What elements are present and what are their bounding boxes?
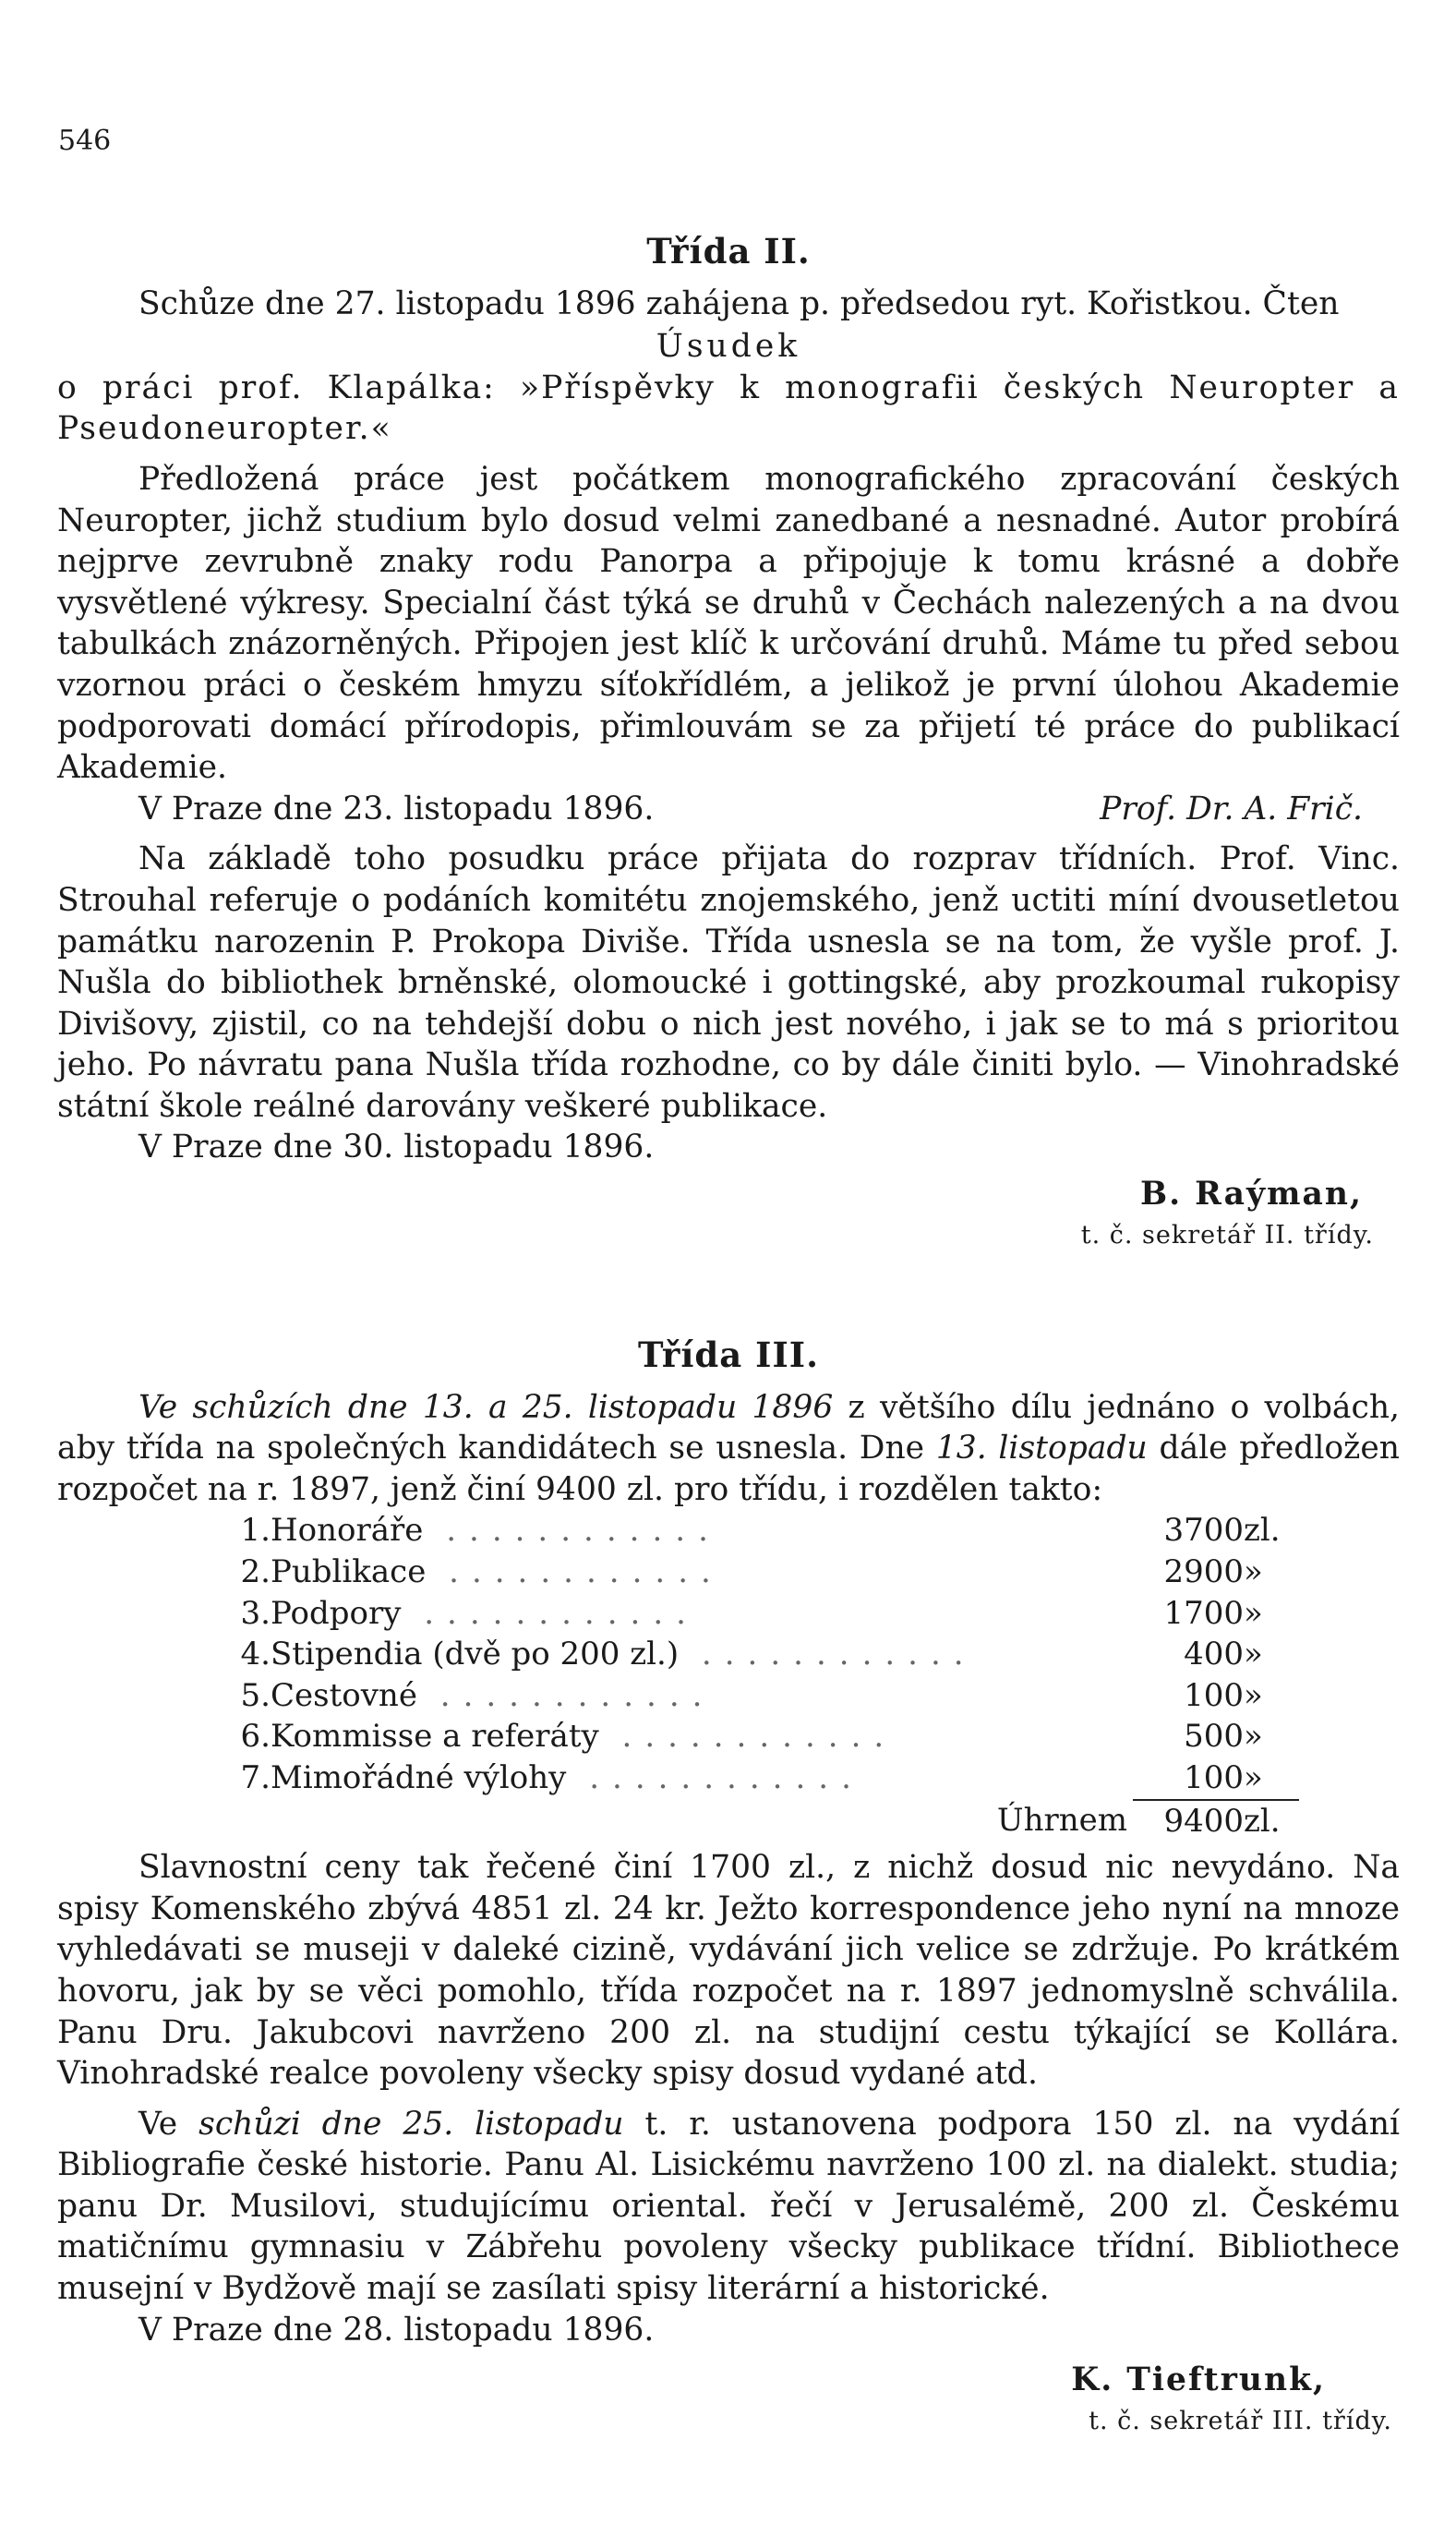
class-two-section xyxy=(57,231,1400,1256)
budget-row-number: 4. xyxy=(240,1636,271,1673)
budget-row xyxy=(237,1675,1299,1717)
budget-row-unit: » xyxy=(1244,1718,1263,1756)
para3-text: t. r. ustanovena podpora 150 zl. na vydání Bibliografie české historie. Panu Al. Lisickému navrženo 100 zl. na dialekt. studia; panu Dr. Musilovi, studujícímu oriental. řečí v Jerusalémě, 200 zl. Českému matičnímu gymnasiu v Zábřehu povoleny všecky publikace třídní. Bibliothece musejní v Bydžově mají se zasílati spisy literární a historické. xyxy=(57,2105,1401,2308)
budget-row-amount: 1700 xyxy=(1163,1594,1244,1632)
class-three-paragraph-2: Slavnostní ceny tak řečené činí 1700 zl., z nichž dosud nic nevydáno. Na spisy Komenského zbývá 4851 zl. 24 kr. Ježto korrespondence jeho nyní na mnoze vyhledávati se museji v daleké cizině, vydávání jich velice se zdržuje. Po krátkém hovoru, jak by se věci pomohlo, třída rozpočet na r. 1897 jednomyslně schválila. Panu Dru. Jakubcovi navrženo 200 zl. na studijní cestu týkající se Kollára. Vinohradské realce povoleny všecky spisy dosud vydané atd. xyxy=(57,1849,1400,2093)
budget-total-label: Úhrnem xyxy=(996,1802,1127,1840)
budget-row-label: Cestovné ............ xyxy=(271,1676,716,1714)
budget-row-amount: 3700 xyxy=(1163,1512,1244,1550)
class-three-intro-italic: Ve schůzích dne 13. a 25. listopadu 1896 xyxy=(138,1388,834,1426)
budget-row-label: Honoráře ............ xyxy=(271,1512,721,1550)
page-number: 546 xyxy=(58,125,112,157)
budget-row-number: 5. xyxy=(240,1676,271,1714)
budget-row-label: Podpory ............ xyxy=(271,1594,699,1632)
class-three-secretary-name: K. Tieftrunk, xyxy=(1071,2361,1326,2399)
class-three-intro-italic-2: 13. listopadu xyxy=(935,1430,1148,1467)
class-three-paragraph-3 xyxy=(57,2104,1400,2310)
review-date-line xyxy=(57,789,1400,830)
class-two-minutes-date: V Praze dne 30. listopadu 1896. xyxy=(138,1129,655,1166)
para3-italic: schůzi dne 25. listopadu xyxy=(199,2105,624,2143)
budget-row-label: Stipendia (dvě po 200 zl.) ............ xyxy=(271,1636,977,1673)
budget-row-amount: 500 xyxy=(1184,1718,1244,1756)
class-three-intro-text: z většího dílu jednáno o volbách, aby třída na společných kandidátech se usnesla. Dne xyxy=(57,1388,1400,1467)
class-two-secretary-role: t. č. sekretář II. třídy. xyxy=(1080,1220,1374,1250)
budget-row-number: 6. xyxy=(240,1718,271,1756)
budget-row-amount: 100 xyxy=(1184,1758,1244,1796)
budget-row-unit: zl. xyxy=(1244,1512,1281,1550)
class-two-secretary-name: B. Raýman, xyxy=(1140,1176,1363,1214)
class-three-heading: Třída III. xyxy=(638,1334,819,1375)
budget-row xyxy=(237,1716,1299,1757)
budget-total-amount: 9400 xyxy=(1133,1800,1244,1842)
budget-row-amount: 400 xyxy=(1184,1636,1244,1673)
budget-row-number: 7. xyxy=(240,1759,271,1797)
budget-row-number: 3. xyxy=(240,1594,271,1632)
budget-total-unit: zl. xyxy=(1244,1800,1299,1842)
review-date: V Praze dne 23. listopadu 1896. xyxy=(138,790,655,827)
budget-row xyxy=(237,1634,1299,1675)
class-two-minutes: Na základě toho posudku práce přijata do rozprav třídních. Prof. Vinc. Strouhal referuje o podáních komitétu znojemského, jenž uctiti míní dvousetletou památku narozenin P. Prokopa Diviše. Třída usnesla se na tom, že vyšle prof. J. Nušla do bibliothek brněnské, olomoucké i gottingské, aby prozkoumal rukopisy Divišovy, zjistil, co na tehdejší dobu o nich jest nového, i jak se to má s prioritou jeho. Po návratu pana Nušla třída rozhodne, co by dále činiti bylo. — Vinohradské státní škole reálné darovány veškeré publikace. xyxy=(57,840,1400,1125)
review-signature: Prof. Dr. A. Frič. xyxy=(1100,790,1363,827)
budget-row-unit: » xyxy=(1244,1676,1263,1714)
budget-table xyxy=(237,1510,1299,1842)
budget-row-number: 1. xyxy=(240,1512,271,1550)
budget-row xyxy=(237,1757,1299,1800)
budget-row xyxy=(237,1552,1299,1593)
budget-row-unit: » xyxy=(1244,1636,1263,1673)
class-two-intro: Schůze dne 27. listopadu 1896 zahájena p. předsedou ryt. Kořistkou. Čten xyxy=(138,284,1340,322)
review-title: o práci prof. Klapálka: »Příspěvky k monografii českých Neuropter a Pseudoneuropter.« xyxy=(57,368,1400,448)
class-three-date: V Praze dne 28. listopadu 1896. xyxy=(138,2311,655,2349)
class-two-heading: Třída II. xyxy=(646,231,811,272)
class-three-intro xyxy=(57,1387,1400,1511)
budget-row-number: 2. xyxy=(240,1552,271,1590)
budget-row-amount: 2900 xyxy=(1163,1552,1244,1590)
budget-row xyxy=(237,1593,1299,1635)
review-heading: Úsudek xyxy=(656,328,801,366)
class-three-intro-text-2: dále předložen rozpočet na r. 1897, jenž činí 9400 zl. pro třídu, i rozdělen takto: xyxy=(57,1430,1400,1508)
budget-row-unit: » xyxy=(1244,1552,1263,1590)
budget-row xyxy=(237,1510,1299,1552)
budget-row-unit: » xyxy=(1244,1594,1263,1632)
budget-row-unit: » xyxy=(1244,1758,1263,1796)
budget-row-label: Mimořádné výlohy ............ xyxy=(271,1759,864,1797)
review-body: Předložená práce jest počátkem monografického zpracování českých Neuropter, jichž studium bylo dosud velmi zanedbané a nesnadné. Autor probírá nejprve zevrubně znaky rodu Panorpa a připojuje k tomu krásné a dobře vysvětlené výkresy. Specialní část týká se druhů v Čechách nalezených a na dvou tabulkách znázorněných. Připojen jest klíč k určování druhů. Máme tu před sebou vzornou práci o českém hmyzu síťokřídlém, a jelikož je první úlohou Akademie podporovati domácí přírodopis, přimlouvám se za přijetí té práce do publikací Akademie. xyxy=(57,460,1400,787)
class-three-secretary-role: t. č. sekretář III. třídy. xyxy=(1089,2406,1392,2435)
budget-total-row xyxy=(237,1800,1299,1842)
para3-lead: Ve xyxy=(138,2105,178,2143)
class-three-section xyxy=(57,1334,1400,2442)
budget-row-label: Kommisse a referáty ............ xyxy=(271,1718,897,1756)
budget-row-label: Publikace ............ xyxy=(271,1552,724,1590)
budget-row-amount: 100 xyxy=(1184,1676,1244,1714)
